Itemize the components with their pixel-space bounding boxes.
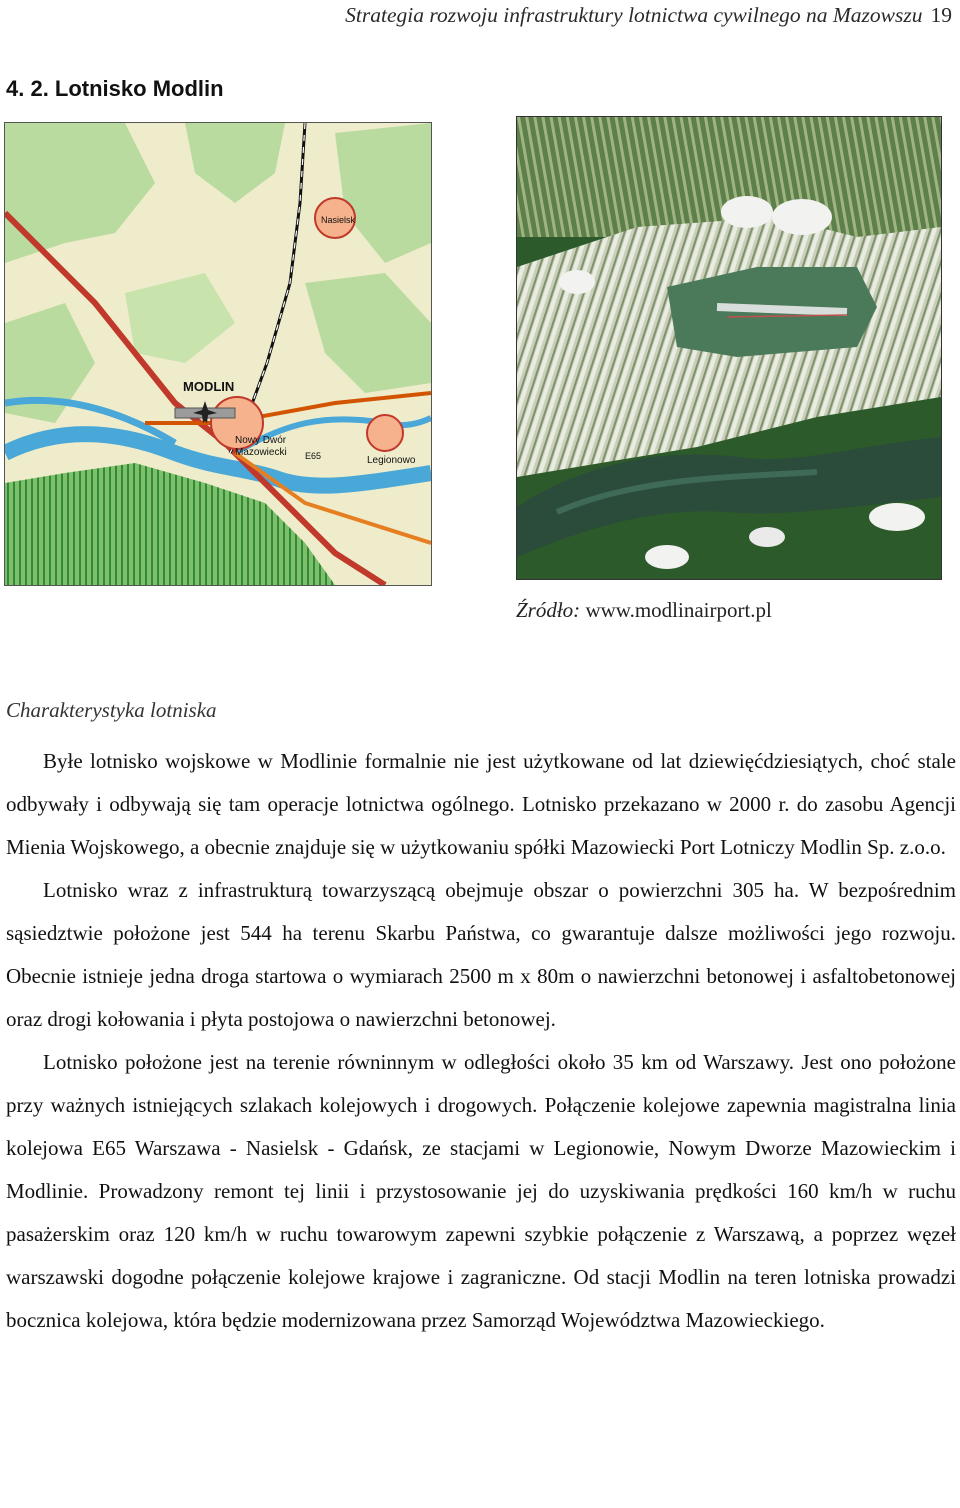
paragraph: Lotnisko położone jest na terenie równinnym w odległości około 35 km od Warszawy. Jest ono położone przy ważnych istniejących szlakach kolejowych i drogowych. Połączenie kolejowe zapewnia magistralna linia kolejowa E65 Warszawa - Nasielsk - Gdańsk, ze stacjami w Legionowie, Nowym Dworze Mazowieckim i Modlinie. Prowadzony remont tej linii i przystosowanie jej do uzyskiwania prędkości 160 km/h w ruchu pasażerskim oraz 120 km/h w ruchu towarowym zapewni szybkie połączenie z Warszawą, a poprzez węzeł warszawski dogodne połączenie kolejowe krajowe i zagraniczne. Od stacji Modlin na teren lotniska prowadzi bocznica kolejowa, która będzie modernizowana przez Samorząd Województwa Mazowieckiego. (6, 1050, 956, 1332)
map-label-modlin: MODLIN (183, 379, 235, 394)
paragraph: Byłe lotnisko wojskowe w Modlinie formalnie nie jest użytkowane od lat dziewięćdziesiątych, choć stale odbywały i odbywają się tam operacje lotnictwa ogólnego. Lotnisko przekazano w 2000 r. do zasobu Agencji Mienia Wojskowego, a obecnie znajduje się w użytkowaniu spółki Mazowiecki Port Lotniczy Modlin Sp. z.o.o. (6, 749, 956, 859)
body-text (6, 694, 956, 1342)
figure-source (516, 598, 772, 623)
map-label-legionowo: Legionowo (367, 455, 416, 466)
running-header (345, 0, 952, 30)
running-title: Strategia rozwoju infrastruktury lotnictwa cywilnego na Mazowszu (345, 3, 923, 27)
map-label-nasielsk: Nasielsk (321, 215, 356, 225)
subsection-heading: Charakterystyka lotniska (6, 698, 217, 722)
paragraph: Lotnisko wraz z infrastrukturą towarzyszącą obejmuje obszar o powierzchni 305 ha. W bezpośrednim sąsiedztwie położone jest 544 ha terenu Skarbu Państwa, co gwarantuje dalsze możliwości jego rozwoju. Obecnie istnieje jedna droga startowa o wymiarach 2500 m x 80m o nawierzchni betonowej i asfaltobetonowej oraz drogi kołowania i płyta postojowa o nawierzchni betonowej. (6, 878, 956, 1031)
topographic-map (5, 123, 431, 585)
source-label: Źródło: (516, 598, 581, 622)
section-title: 4. 2. Lotnisko Modlin (6, 76, 224, 101)
satellite-image-figure (516, 116, 942, 580)
map-label-e65: E65 (305, 451, 322, 461)
topographic-map-figure (4, 122, 432, 586)
map-label-mazowiecki: Mazowiecki (235, 447, 287, 458)
page-number: 19 (930, 3, 952, 27)
satellite-image (517, 117, 941, 579)
map-label-nowy-dwor: Nowy Dwór (235, 435, 287, 446)
source-url: www.modlinairport.pl (585, 598, 772, 622)
